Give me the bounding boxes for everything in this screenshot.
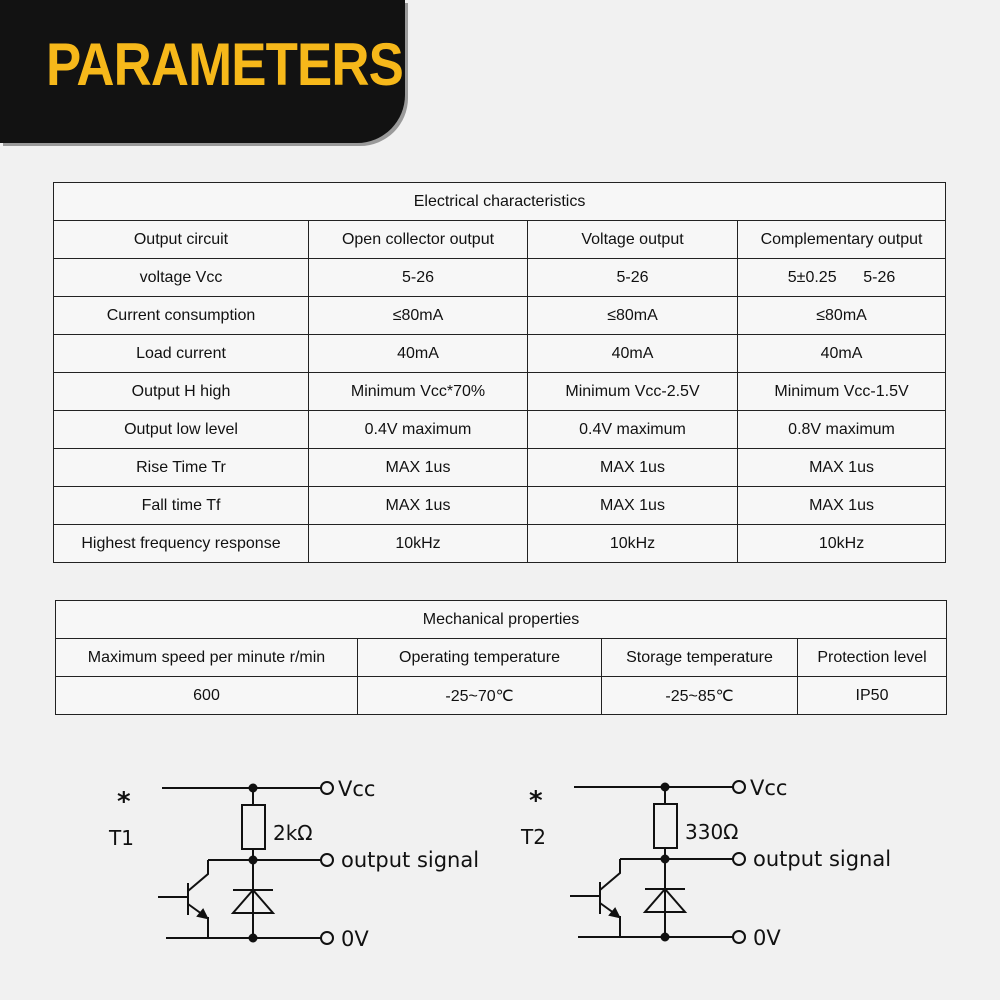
table-cell: 600 <box>56 677 358 715</box>
output-signal-label: output signal <box>341 848 480 872</box>
resistor-value: 330Ω <box>685 820 739 844</box>
vcc-label: Vcc <box>338 777 376 801</box>
table-cell: 0.4V maximum <box>309 411 528 449</box>
table-cell: IP50 <box>798 677 947 715</box>
column-header: Operating temperature <box>358 639 602 677</box>
ground-label: 0V <box>341 927 369 951</box>
page-title: PARAMETERS <box>46 31 403 98</box>
column-header: Maximum speed per minute r/min <box>56 639 358 677</box>
resistor-value: 2kΩ <box>273 821 313 845</box>
table-title: Mechanical properties <box>56 601 947 639</box>
column-header: Open collector output <box>309 221 528 259</box>
row-label: Rise Time Tr <box>54 449 309 487</box>
table-cell: ≤80mA <box>528 297 738 335</box>
table-cell: MAX 1us <box>309 487 528 525</box>
table-cell: 40mA <box>528 335 738 373</box>
table-cell: 40mA <box>738 335 946 373</box>
table-cell: ≤80mA <box>738 297 946 335</box>
row-label: Fall time Tf <box>54 487 309 525</box>
table-cell: MAX 1us <box>738 449 946 487</box>
asterisk-marker: * <box>529 786 543 816</box>
table-cell: -25~85℃ <box>602 677 798 715</box>
row-label: Highest frequency response <box>54 525 309 563</box>
table-cell: 10kHz <box>738 525 946 563</box>
row-label: voltage Vcc <box>54 259 309 297</box>
row-label: Load current <box>54 335 309 373</box>
column-header: Complementary output <box>738 221 946 259</box>
asterisk-marker: * <box>117 787 131 817</box>
table-cell: MAX 1us <box>528 487 738 525</box>
column-header: Voltage output <box>528 221 738 259</box>
table-cell: 10kHz <box>528 525 738 563</box>
table-cell: ≤80mA <box>309 297 528 335</box>
row-label: Output H high <box>54 373 309 411</box>
circuit-label: T2 <box>521 825 546 849</box>
table-cell: 0.8V maximum <box>738 411 946 449</box>
table-cell: 5-26 <box>309 259 528 297</box>
table-cell: 0.4V maximum <box>528 411 738 449</box>
column-header: Output circuit <box>54 221 309 259</box>
ground-label: 0V <box>753 926 781 950</box>
table-cell: MAX 1us <box>738 487 946 525</box>
table-cell: 10kHz <box>309 525 528 563</box>
table-cell: Minimum Vcc-1.5V <box>738 373 946 411</box>
output-signal-label: output signal <box>753 847 892 871</box>
table-cell: Minimum Vcc*70% <box>309 373 528 411</box>
column-header: Protection level <box>798 639 947 677</box>
circuit-t2 <box>520 776 891 950</box>
table-cell: 5-26 <box>528 259 738 297</box>
column-header: Storage temperature <box>602 639 798 677</box>
row-label: Output low level <box>54 411 309 449</box>
vcc-label: Vcc <box>750 776 788 800</box>
table-cell: Minimum Vcc-2.5V <box>528 373 738 411</box>
circuit-t1 <box>108 777 479 951</box>
row-label: Current consumption <box>54 297 309 335</box>
circuit-label: T1 <box>109 826 134 850</box>
table-title: Electrical characteristics <box>54 183 946 221</box>
table-cell: -25~70℃ <box>358 677 602 715</box>
table-cell: MAX 1us <box>309 449 528 487</box>
table-cell: 5±0.25 5-26 <box>738 259 946 297</box>
table-cell: 40mA <box>309 335 528 373</box>
table-cell: MAX 1us <box>528 449 738 487</box>
